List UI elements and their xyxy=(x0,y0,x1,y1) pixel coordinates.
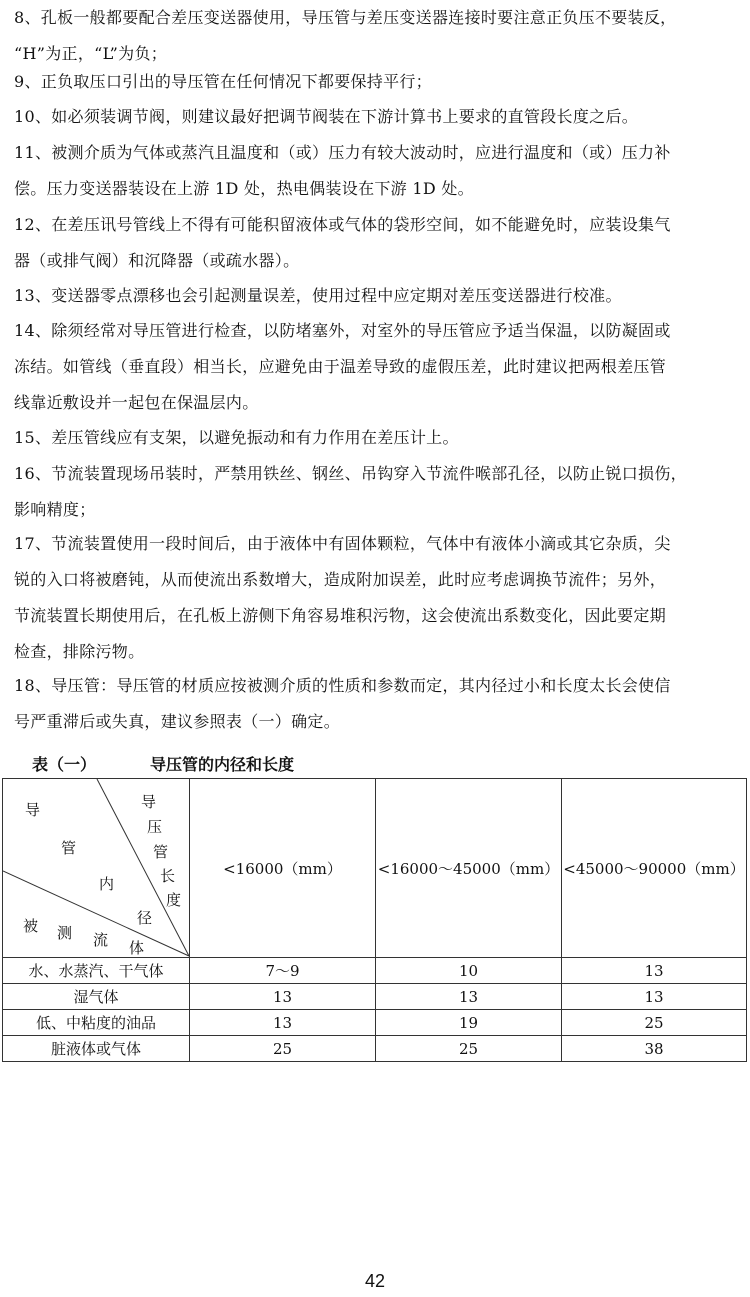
diag-char: 体 xyxy=(129,939,145,957)
value-cell: 13 xyxy=(562,958,747,984)
text-line: 偿。压力变送器装设在上游 1D 处，热电偶装设在下游 1D 处。 xyxy=(14,179,474,198)
diag-char: 导 xyxy=(25,801,41,819)
text-line: 号严重滞后或失真，建议参照表（一）确定。 xyxy=(14,712,341,731)
diagonal-header xyxy=(3,779,189,957)
table-row xyxy=(3,984,747,1010)
paragraph-8 xyxy=(14,0,738,72)
text-line: 9、正负取压口引出的导压管在任何情况下都要保持平行； xyxy=(14,72,432,91)
diag-char: 内 xyxy=(99,875,115,893)
value-cell: 10 xyxy=(376,958,562,984)
paragraph-14 xyxy=(14,313,738,421)
table-row xyxy=(3,1036,747,1062)
paragraph-15 xyxy=(14,420,738,456)
text-line: 11、被测介质为气体或蒸汽且温度和（或）压力有较大波动时，应进行温度和（或）压力补 xyxy=(14,143,671,162)
paragraph-10 xyxy=(14,99,738,135)
page-number: 42 xyxy=(364,1271,386,1291)
diag-char: 压 xyxy=(147,818,163,836)
value-cell: 25 xyxy=(376,1036,562,1062)
value-cell: 7～9 xyxy=(190,958,376,984)
text-line: 冻结。如管线（垂直段）相当长，应避免由于温差导致的虚假压差，此时建议把两根差压管 xyxy=(14,357,667,376)
text-line: 12、在差压讯号管线上不得有可能积留液体或气体的袋形空间，如不能避免时，应装设集气 xyxy=(14,215,671,234)
table-row xyxy=(3,1010,747,1036)
diag-char: 长 xyxy=(160,867,176,885)
value-cell: 25 xyxy=(190,1036,376,1062)
value-cell: 13 xyxy=(376,984,562,1010)
value-cell: 19 xyxy=(376,1010,562,1036)
diag-char: 径 xyxy=(137,909,153,927)
medium-cell: 水、水蒸汽、干气体 xyxy=(3,958,190,984)
diag-char: 被 xyxy=(23,917,39,935)
table-caption-label: 表（一） xyxy=(32,755,97,774)
text-line: 17、节流装置使用一段时间后，由于液体中有固体颗粒，气体中有液体小滴或其它杂质，尖 xyxy=(14,534,671,553)
diag-char: 测 xyxy=(57,924,73,942)
text-line: 10、如必须装调节阀，则建议最好把调节阀装在下游计算书上要求的直管段长度之后。 xyxy=(14,107,639,126)
paragraph-9 xyxy=(14,64,738,100)
diag-char: 流 xyxy=(93,931,109,949)
text-line: “H”为正，“L”为负； xyxy=(14,44,168,63)
diag-char: 管 xyxy=(153,843,169,861)
value-cell: 13 xyxy=(190,1010,376,1036)
column-header: <45000～90000（mm） xyxy=(562,779,747,958)
paragraph-18 xyxy=(14,668,738,740)
value-cell: 38 xyxy=(562,1036,747,1062)
medium-cell: 湿气体 xyxy=(3,984,190,1010)
paragraph-17 xyxy=(14,526,738,670)
text-line: 18、导压管：导压管的材质应按被测介质的性质和参数而定，其内径过小和长度太长会使信 xyxy=(14,676,671,695)
medium-cell: 脏液体或气体 xyxy=(3,1036,190,1062)
text-line: 13、变送器零点漂移也会引起测量误差，使用过程中应定期对差压变送器进行校准。 xyxy=(14,286,622,305)
text-line: 检查，排除污物。 xyxy=(14,642,145,661)
diagonal-header-cell xyxy=(3,779,190,958)
diag-char: 度 xyxy=(166,891,182,909)
table-row xyxy=(3,958,747,984)
value-cell: 13 xyxy=(562,984,747,1010)
text-line: 16、节流装置现场吊装时，严禁用铁丝、钢丝、吊钩穿入节流件喉部孔径，以防止锐口损伤， xyxy=(14,464,687,483)
text-line: 线靠近敷设并一起包在保温层内。 xyxy=(14,393,259,412)
text-line: 8、孔板一般都要配合差压变送器使用，导压管与差压变送器连接时要注意正负压不要装反， xyxy=(14,8,677,27)
diag-char: 导 xyxy=(141,793,157,811)
column-header: <16000～45000（mm） xyxy=(376,779,562,958)
text-line: 15、差压管线应有支架，以避免振动和有力作用在差压计上。 xyxy=(14,428,459,447)
value-cell: 25 xyxy=(562,1010,747,1036)
medium-cell: 低、中粘度的油品 xyxy=(3,1010,190,1036)
diag-char: 管 xyxy=(61,839,77,857)
text-line: 14、除须经常对导压管进行检查，以防堵塞外，对室外的导压管应予适当保温，以防凝固或 xyxy=(14,321,671,340)
text-line: 节流装置长期使用后，在孔板上游侧下角容易堆积污物，这会使流出系数变化，因此要定期 xyxy=(14,606,667,625)
text-line: 影响精度； xyxy=(14,500,96,519)
paragraph-16 xyxy=(14,456,738,528)
pipe-size-table xyxy=(2,778,747,1062)
paragraph-12 xyxy=(14,207,738,279)
text-line: 器（或排气阀）和沉降器（或疏水器）。 xyxy=(14,251,300,270)
paragraph-11 xyxy=(14,135,738,207)
value-cell: 13 xyxy=(190,984,376,1010)
table-caption-title: 导压管的内径和长度 xyxy=(150,755,295,774)
column-header: <16000（mm） xyxy=(190,779,376,958)
paragraph-13 xyxy=(14,278,738,314)
table-header-row xyxy=(3,779,747,958)
text-line: 锐的入口将被磨钝，从而使流出系数增大，造成附加误差，此时应考虑调换节流件；另外， xyxy=(14,570,667,589)
